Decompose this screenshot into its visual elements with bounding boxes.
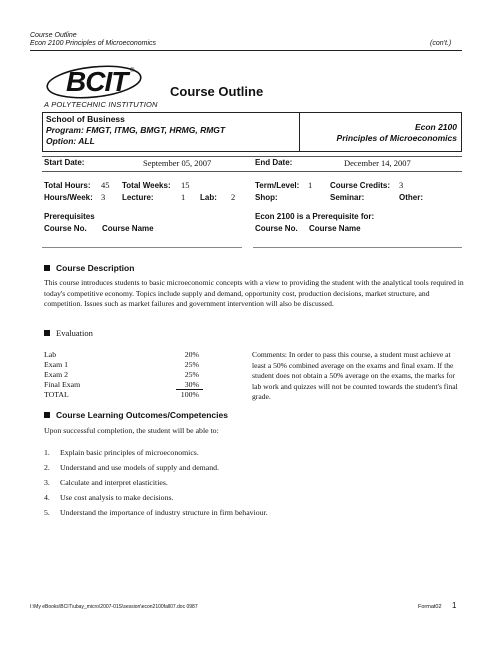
end-date-value: December 14, 2007 bbox=[344, 158, 411, 168]
header-rule bbox=[30, 50, 462, 51]
outcome-text: Calculate and interpret elasticities. bbox=[60, 478, 168, 487]
start-date-value: September 05, 2007 bbox=[143, 158, 212, 168]
prereq-for-course-name-header: Course Name bbox=[309, 224, 361, 233]
eval-item-name: Final Exam bbox=[44, 380, 81, 389]
running-header-continued: (con't.) bbox=[430, 40, 452, 47]
eval-total-pct: 100% bbox=[180, 390, 199, 399]
prereq-left-rule bbox=[42, 247, 242, 248]
evaluation-heading-text: Evaluation bbox=[56, 328, 93, 338]
lecture-value: 1 bbox=[181, 192, 186, 202]
learning-outcomes-intro: Upon successful completion, the student will be able to: bbox=[44, 426, 219, 435]
eval-item-pct: 20% bbox=[184, 350, 199, 359]
footer-file-path: I:\My eBooks\BCIT\ubay_micro\2007-01S\session\econ2100fall07.doc 0987 bbox=[30, 604, 198, 610]
document-title: Course Outline bbox=[170, 84, 264, 99]
dates-top-rule bbox=[42, 156, 462, 157]
prereq-course-name-header: Course Name bbox=[102, 224, 154, 233]
evaluation-row bbox=[44, 360, 209, 370]
prereq-right-rule bbox=[253, 247, 462, 248]
outcome-item: 1. Explain basic principles of microeconomics. bbox=[44, 448, 199, 457]
shop-label: Shop: bbox=[255, 193, 278, 202]
outcome-item: 3. Calculate and interpret elasticities. bbox=[44, 478, 168, 487]
eval-item-pct: 30% bbox=[184, 380, 199, 389]
program-option: Option: ALL bbox=[46, 136, 95, 146]
total-hours-value: 45 bbox=[101, 180, 110, 190]
bullet-square-icon bbox=[44, 412, 50, 418]
lab-value: 2 bbox=[231, 192, 236, 202]
outcome-text: Understand the importance of industry structure in firm behaviour. bbox=[60, 508, 268, 517]
prereq-course-no-header: Course No. bbox=[44, 224, 87, 233]
eval-item-name: Exam 1 bbox=[44, 360, 69, 369]
end-date-label: End Date: bbox=[255, 158, 293, 167]
course-code: Econ 2100 bbox=[414, 122, 457, 132]
eval-item-pct: 25% bbox=[184, 360, 199, 369]
outcome-item: 2. Understand and use models of supply and demand. bbox=[44, 463, 219, 472]
dates-bottom-rule bbox=[42, 171, 462, 172]
eval-item-pct: 25% bbox=[184, 370, 199, 379]
total-hours-label: Total Hours: bbox=[44, 181, 91, 190]
eval-item-name: Exam 2 bbox=[44, 370, 69, 379]
start-date-label: Start Date: bbox=[44, 158, 85, 167]
program-info-box bbox=[42, 112, 462, 152]
evaluation-row bbox=[44, 350, 209, 360]
seminar-label: Seminar: bbox=[330, 193, 365, 202]
total-weeks-label: Total Weeks: bbox=[122, 181, 171, 190]
course-description-text: This course introduces students to basic microeconomic concepts with a view to providing the student with the analytical tools required in today's competitive economy. Topics include supply and demand, opportunity cost, production decisions, market structure, and competition. Issues such as market failures and government intervention will also be discussed. bbox=[44, 278, 464, 308]
course-credits-value: 3 bbox=[399, 180, 404, 190]
prereq-for-course-no-header: Course No. bbox=[255, 224, 298, 233]
evaluation-heading bbox=[44, 328, 93, 338]
total-weeks-value: 15 bbox=[181, 180, 190, 190]
page-number: 1 bbox=[452, 601, 457, 610]
outcome-text: Explain basic principles of microeconomics. bbox=[60, 448, 199, 457]
hours-week-value: 3 bbox=[101, 192, 106, 202]
logo-text: BCIT bbox=[66, 66, 128, 97]
evaluation-total-row bbox=[44, 390, 209, 400]
course-description-heading bbox=[44, 263, 134, 273]
learning-outcomes-heading bbox=[44, 410, 228, 420]
hours-week-label: Hours/Week: bbox=[44, 193, 93, 202]
term-level-value: 1 bbox=[308, 180, 313, 190]
prerequisites-heading: Prerequisites bbox=[44, 212, 95, 221]
course-description-heading-text: Course Description bbox=[56, 263, 135, 273]
running-header-line1: Course Outline bbox=[30, 32, 77, 39]
school-name: School of Business bbox=[46, 114, 125, 124]
eval-item-name: Lab bbox=[44, 350, 57, 359]
program-list: Program: FMGT, ITMG, BMGT, HRMG, RMGT bbox=[46, 125, 226, 135]
running-header-line2: Econ 2100 Principles of Microeconomics bbox=[30, 40, 157, 47]
course-name: Principles of Microeconomics bbox=[336, 133, 457, 143]
eval-total-label: TOTAL bbox=[44, 390, 69, 399]
lecture-label: Lecture: bbox=[122, 193, 154, 202]
registered-mark: ® bbox=[130, 68, 135, 74]
evaluation-row bbox=[44, 370, 209, 380]
term-level-label: Term/Level: bbox=[255, 181, 300, 190]
course-credits-label: Course Credits: bbox=[330, 181, 391, 190]
logo-tagline: A POLYTECHNIC INSTITUTION bbox=[44, 100, 158, 109]
outcome-item: 5. Understand the importance of industry structure in firm behaviour. bbox=[44, 508, 268, 517]
bullet-square-icon bbox=[44, 330, 50, 336]
outcome-item: 4. Use cost analysis to make decisions. bbox=[44, 493, 174, 502]
outcome-text: Use cost analysis to make decisions. bbox=[60, 493, 174, 502]
other-label: Other: bbox=[399, 193, 423, 202]
footer-format-label: Format02 bbox=[418, 604, 442, 610]
outcome-text: Understand and use models of supply and demand. bbox=[60, 463, 219, 472]
program-box-divider bbox=[299, 113, 300, 151]
learning-outcomes-heading-text: Course Learning Outcomes/Competencies bbox=[56, 410, 228, 420]
bcit-logo bbox=[44, 64, 144, 100]
evaluation-comments: Comments: In order to pass this course, a student must achieve at least a 50% combined average on the exams and final exam. If the student does not obtain a 50% average on the exams, the marks for lab work and quizzes will not be counted towards the student's final grade. bbox=[252, 350, 458, 401]
lab-label: Lab: bbox=[200, 193, 217, 202]
bullet-square-icon bbox=[44, 265, 50, 271]
prerequisite-for-heading: Econ 2100 is a Prerequisite for: bbox=[255, 212, 375, 221]
